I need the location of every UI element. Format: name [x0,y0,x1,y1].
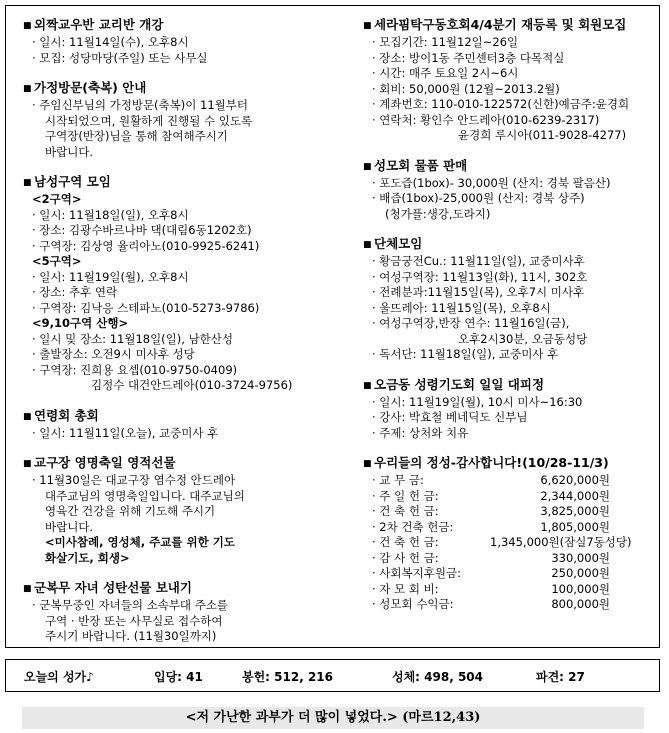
notice-line: · 배즙(1box)-25,000원 (산지: 경북 상주) [372,191,585,205]
notice-line: 오후2시30분, 오금동성당 [458,331,588,346]
offering-label: · 감 사 헌 금: [372,550,439,565]
notice-line: · 모집기간: 11월12일~26일 [372,35,519,49]
section-title: ■ 외짝교우반 교리반 개강 [23,16,348,35]
offering-row [363,551,663,567]
notice-line: (청가플:생강,도라지) [385,206,491,221]
notice-line: <2구역> [32,192,82,206]
notice-line: · 주제: 상처와 치유 [372,425,469,440]
notice-line: · 일시: 11월19일(월), 10시 미사~16:30 [372,394,583,409]
offering-amount: 800,000원 [551,597,610,611]
square-bullet-icon: ■ [23,21,32,31]
offering-row [363,504,663,520]
section-title: ■ 연령회 총회 [23,407,348,426]
left-column [23,16,348,658]
notice-line: · 회비: 50,000원 (12월~2013.2월) [372,81,560,96]
notice-section [23,79,348,160]
offering-label: · 건 축 헌 금: [372,535,439,549]
notice-section [23,173,348,394]
notice-line: 대주교님의 영명축일입니다. 대주교님의 [45,488,245,503]
notice-line: · 구역장: 진희용 요셉(010-9750-0409) [32,362,238,377]
scripture-verse: <저 가난한 과부가 더 많이 넣었다.> (마르12,43) [22,707,644,729]
notice-line: · 출발장소: 오전9시 미사후 성당 [32,347,195,361]
section-title: ■ 교구장 영명축일 영적선물 [23,454,348,473]
square-bullet-icon: ■ [23,84,32,94]
notice-line: <미사참례, 영성체, 주교를 위한 기도 [45,535,235,549]
section-title: ■ 남성구역 모임 [23,173,348,192]
notice-line: 시작되었으며, 원활하게 진행될 수 있도록 [45,113,253,128]
notice-line: · 11월30일은 대교구장 염수정 안드레아 [32,473,236,487]
section-title: ■ 단체모임 [363,235,663,254]
mass-stats-bar [5,659,660,692]
offering-label: · 2차 건축 헌금: [372,519,454,534]
communion-hymn: 성체: 498, 504 [392,670,483,684]
notice-section [363,157,663,223]
offering-amount: 1,805,000원 [540,519,610,534]
offering-amount: 250,000원 [551,566,610,580]
square-bullet-icon: ■ [23,584,32,594]
notice-line: <9,10구역 산행> [32,316,129,330]
offering-label: · 건 축 헌 금: [372,504,439,518]
square-bullet-icon: ■ [363,21,372,31]
section-title: ■ 군복무 자녀 성탄선물 보내기 [23,579,348,598]
square-bullet-icon: ■ [363,380,372,391]
notice-section [23,407,348,442]
notice-line: · 시간: 매주 토요일 2시~6시 [372,66,519,80]
notice-line: · 연락처: 황인수 안드레아(010-6239-2317) [372,112,600,127]
notice-section [363,235,663,363]
notice-line: · 독서단: 11월18일(일), 교중미사 후 [372,347,559,361]
offering-label: · 주 일 헌 금: [372,488,439,503]
offering-row [363,535,663,551]
notice-line: · 강사: 박효철 베네딕도 신부님 [372,410,528,424]
offering-amount: 100,000원 [551,581,610,596]
notice-line: · 포도즙(1box)- 30,000원 (산지: 경북 팔음산) [372,175,611,190]
notice-line: · 일시: 11월19일(월), 오후8시 [32,269,189,284]
notice-line: · 황금궁전Cu.: 11월11일(일), 교중미사후 [372,254,585,268]
notice-line: · 울뜨레아: 11월15일(목), 오후8시 [372,300,551,315]
notice-line: 김정수 대건안드레아(010-3724-9756) [91,378,293,392]
right-column [363,16,663,626]
offering-row [363,520,663,536]
offering-label: · 사회복지후원금: [372,566,461,580]
notice-line: 윤경희 루시아(011-9028-4277) [458,128,627,142]
square-bullet-icon: ■ [363,459,372,469]
notice-line: · 구역장: 김상영 율리아노(010-9925-6241) [32,238,260,253]
notice-line: · 여성구역장: 11월13일(화), 11시, 302호 [372,269,588,284]
offering-row [363,566,663,582]
offering-amount: 330,000원 [551,550,610,565]
dismissal-hymn: 파견: 27 [536,670,585,684]
offering-row [363,473,663,489]
offering-amount: 3,825,000원 [540,504,610,518]
notice-line: · 여성구역장,반장 연수: 11월16일(금), [372,316,570,330]
offering-label: · 성모회 수익금: [372,597,454,611]
square-bullet-icon: ■ [363,161,372,172]
notice-line: · 계좌번호: 110-010-122572(신한)예금주:윤경희 [372,97,630,111]
offering-row [363,597,663,613]
notice-line: · 구역장: 김낙응 스테파노(010-5273-9786) [32,300,260,315]
notice-line: · 장소: 방이1동 주민센터3층 다목적실 [372,50,565,65]
notice-section [363,454,663,613]
notice-line: <5구역> [32,254,82,268]
section-title: ■ 성모회 물품 판매 [363,157,663,176]
notice-line: · 주임신부님의 가정방문(축복)이 11월부터 [32,98,248,112]
notice-line: 바랍니다. [45,519,94,534]
section-title: ■ 오금동 성령기도회 일일 대피정 [363,376,663,395]
offering-label: · 자 모 회 비: [372,581,439,596]
offering-row [363,582,663,598]
section-title: ■ 세라핌탁구동호회4/4분기 재등록 및 회원모집 [363,16,663,35]
square-bullet-icon: ■ [23,411,32,422]
notice-line: 화살기도, 희생> [45,550,130,565]
square-bullet-icon: ■ [23,459,32,469]
notice-line: · 장소: 추후 연락 [32,285,118,299]
notice-line: 주시기 바랍니다. (11월30일까지) [45,629,217,643]
notice-section [23,454,348,566]
offertory-hymn: 봉헌: 512, 216 [242,670,333,684]
entry-hymn: 입당: 41 [154,670,203,684]
notice-line: · 전례분과:11월15일(목), 오후7시 미사후 [372,285,585,299]
hymn-label: 오늘의 성가♪ [24,670,94,684]
section-title: ■ 우리들의 정성-감사합니다!(10/28-11/3) [363,454,663,473]
notice-line: · 모집: 성당마당(주일) 또는 사무실 [32,50,208,65]
notice-section [23,579,348,645]
square-bullet-icon: ■ [23,178,32,188]
bulletin-frame [5,5,660,648]
notice-line: 구역장(반장)님을 통해 참여해주시기 [45,129,228,143]
section-title: ■ 가정방문(축복) 안내 [23,79,348,98]
offering-amount: 6,620,000원 [540,473,610,487]
offering-label: · 교 무 금: [372,473,424,487]
notice-section [363,16,663,144]
notice-section [23,16,348,66]
notice-line: · 장소: 김광수바르나바 댁(대림6동1202호) [32,223,252,237]
notice-line: 바랍니다. [45,144,94,159]
square-bullet-icon: ■ [363,240,372,250]
offering-amount: 1,345,000원(잠실7동성당) [490,535,632,549]
notice-line: · 군복무중인 자녀들의 소속부대 주소를 [32,598,229,612]
offering-amount: 2,344,000원 [540,488,610,503]
notice-line: · 일시 및 장소: 11월18일(일), 남한산성 [32,331,234,346]
notice-section [363,376,663,442]
notice-line: · 일시: 11월18일(일), 오후8시 [32,207,189,222]
notice-line: · 일시: 11월11일(오늘), 교중미사 후 [32,425,219,440]
notice-line: · 일시: 11월14일(수), 오후8시 [32,35,189,49]
notice-line: 구역 · 반장 또는 사무실로 접수하여 [45,613,223,628]
offering-row [363,489,663,505]
notice-line: 영육간 건강을 위해 기도해 주시기 [45,504,216,518]
